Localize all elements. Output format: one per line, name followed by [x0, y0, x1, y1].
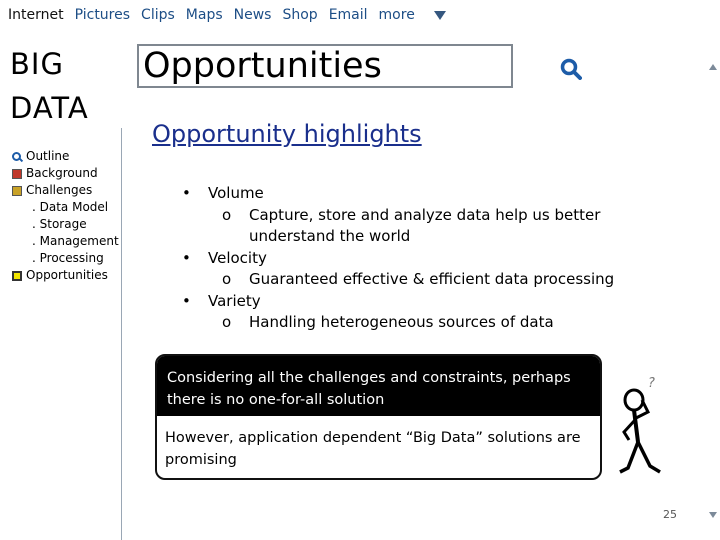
callout-challenge-text: Considering all the challenges and constraints, perhaps there is no one-for-all solution: [157, 356, 600, 416]
sub-bullet-glyph: o: [222, 270, 232, 288]
outline-item-processing[interactable]: [12, 250, 122, 267]
more-dropdown-icon[interactable]: [434, 11, 446, 20]
outline-list: [12, 148, 122, 284]
outline-item-label: . Data Model: [32, 200, 109, 214]
outline-item-label: . Processing: [32, 251, 104, 265]
deck-title-line2: DATA: [10, 91, 89, 125]
nav-email[interactable]: Email: [328, 7, 368, 23]
bullet-list: [182, 183, 622, 334]
outline-item-opportunities[interactable]: [12, 267, 122, 284]
bullet-item: [182, 248, 622, 270]
deck-title-line1: BIG: [10, 47, 64, 81]
scroll-down-icon[interactable]: [709, 512, 717, 518]
nav-maps[interactable]: Maps: [185, 7, 223, 23]
bullet-glyph: •: [182, 184, 191, 202]
sub-bullet-item: [182, 269, 622, 291]
outline-item-data-model[interactable]: [12, 199, 122, 216]
top-nav: [8, 5, 446, 25]
sub-bullet-glyph: o: [222, 313, 232, 331]
callout-box: [155, 354, 602, 480]
bullet-glyph: •: [182, 248, 191, 267]
search-icon: [12, 152, 22, 162]
sub-bullet-item: [182, 205, 622, 248]
vertical-scrollbar[interactable]: [706, 30, 720, 540]
outline-item-management[interactable]: [12, 233, 122, 250]
callout-promise-text: However, application dependent “Big Data” solutions are promising: [165, 430, 581, 468]
sub-bullet-text: Guaranteed effective & efficient data processing: [249, 270, 615, 288]
yellow-square-icon: [12, 271, 22, 281]
outline-item-label: Challenges: [26, 183, 93, 197]
outline-item-storage[interactable]: [12, 216, 122, 233]
red-square-icon: [12, 169, 22, 179]
scroll-up-icon[interactable]: [709, 64, 717, 70]
bullet-item: [182, 183, 622, 205]
outline-item-label: . Management: [32, 234, 119, 248]
page-title: Opportunities: [137, 44, 513, 88]
deck-title: [10, 42, 120, 130]
nav-clips[interactable]: Clips: [141, 7, 175, 23]
nav-news[interactable]: News: [233, 7, 272, 23]
outline-item-label: Outline: [26, 149, 70, 163]
thinking-figure-icon: [614, 372, 674, 482]
outline-item-label: Opportunities: [26, 268, 108, 282]
page-number: 25: [663, 508, 677, 521]
outline-item-outline[interactable]: [12, 148, 122, 165]
search-icon[interactable]: [560, 58, 582, 80]
gold-square-icon: [12, 186, 22, 196]
nav-pictures[interactable]: Pictures: [74, 7, 131, 23]
outline-item-label: Background: [26, 166, 98, 180]
sub-bullet-item: [182, 312, 622, 334]
sub-bullet-text: Capture, store and analyze data help us better understand the world: [249, 205, 601, 245]
question-mark: ?: [648, 376, 655, 391]
bullet-item: [182, 291, 622, 313]
bullet-glyph: •: [182, 291, 191, 310]
sub-bullet-text: Handling heterogeneous sources of data: [249, 313, 554, 331]
outline-item-challenges[interactable]: [12, 182, 122, 199]
outline-item-background[interactable]: [12, 165, 122, 182]
bullet-label: Volume: [208, 184, 264, 202]
section-heading[interactable]: Opportunity highlights: [152, 120, 422, 148]
bullet-label: Variety: [208, 291, 261, 310]
sidebar-divider: [121, 128, 122, 540]
outline-item-label: . Storage: [32, 217, 87, 231]
nav-more[interactable]: more: [378, 7, 415, 23]
bullet-label: Velocity: [208, 248, 267, 267]
nav-shop[interactable]: Shop: [282, 7, 318, 23]
sub-bullet-glyph: o: [222, 205, 232, 224]
nav-internet[interactable]: Internet: [8, 7, 64, 23]
